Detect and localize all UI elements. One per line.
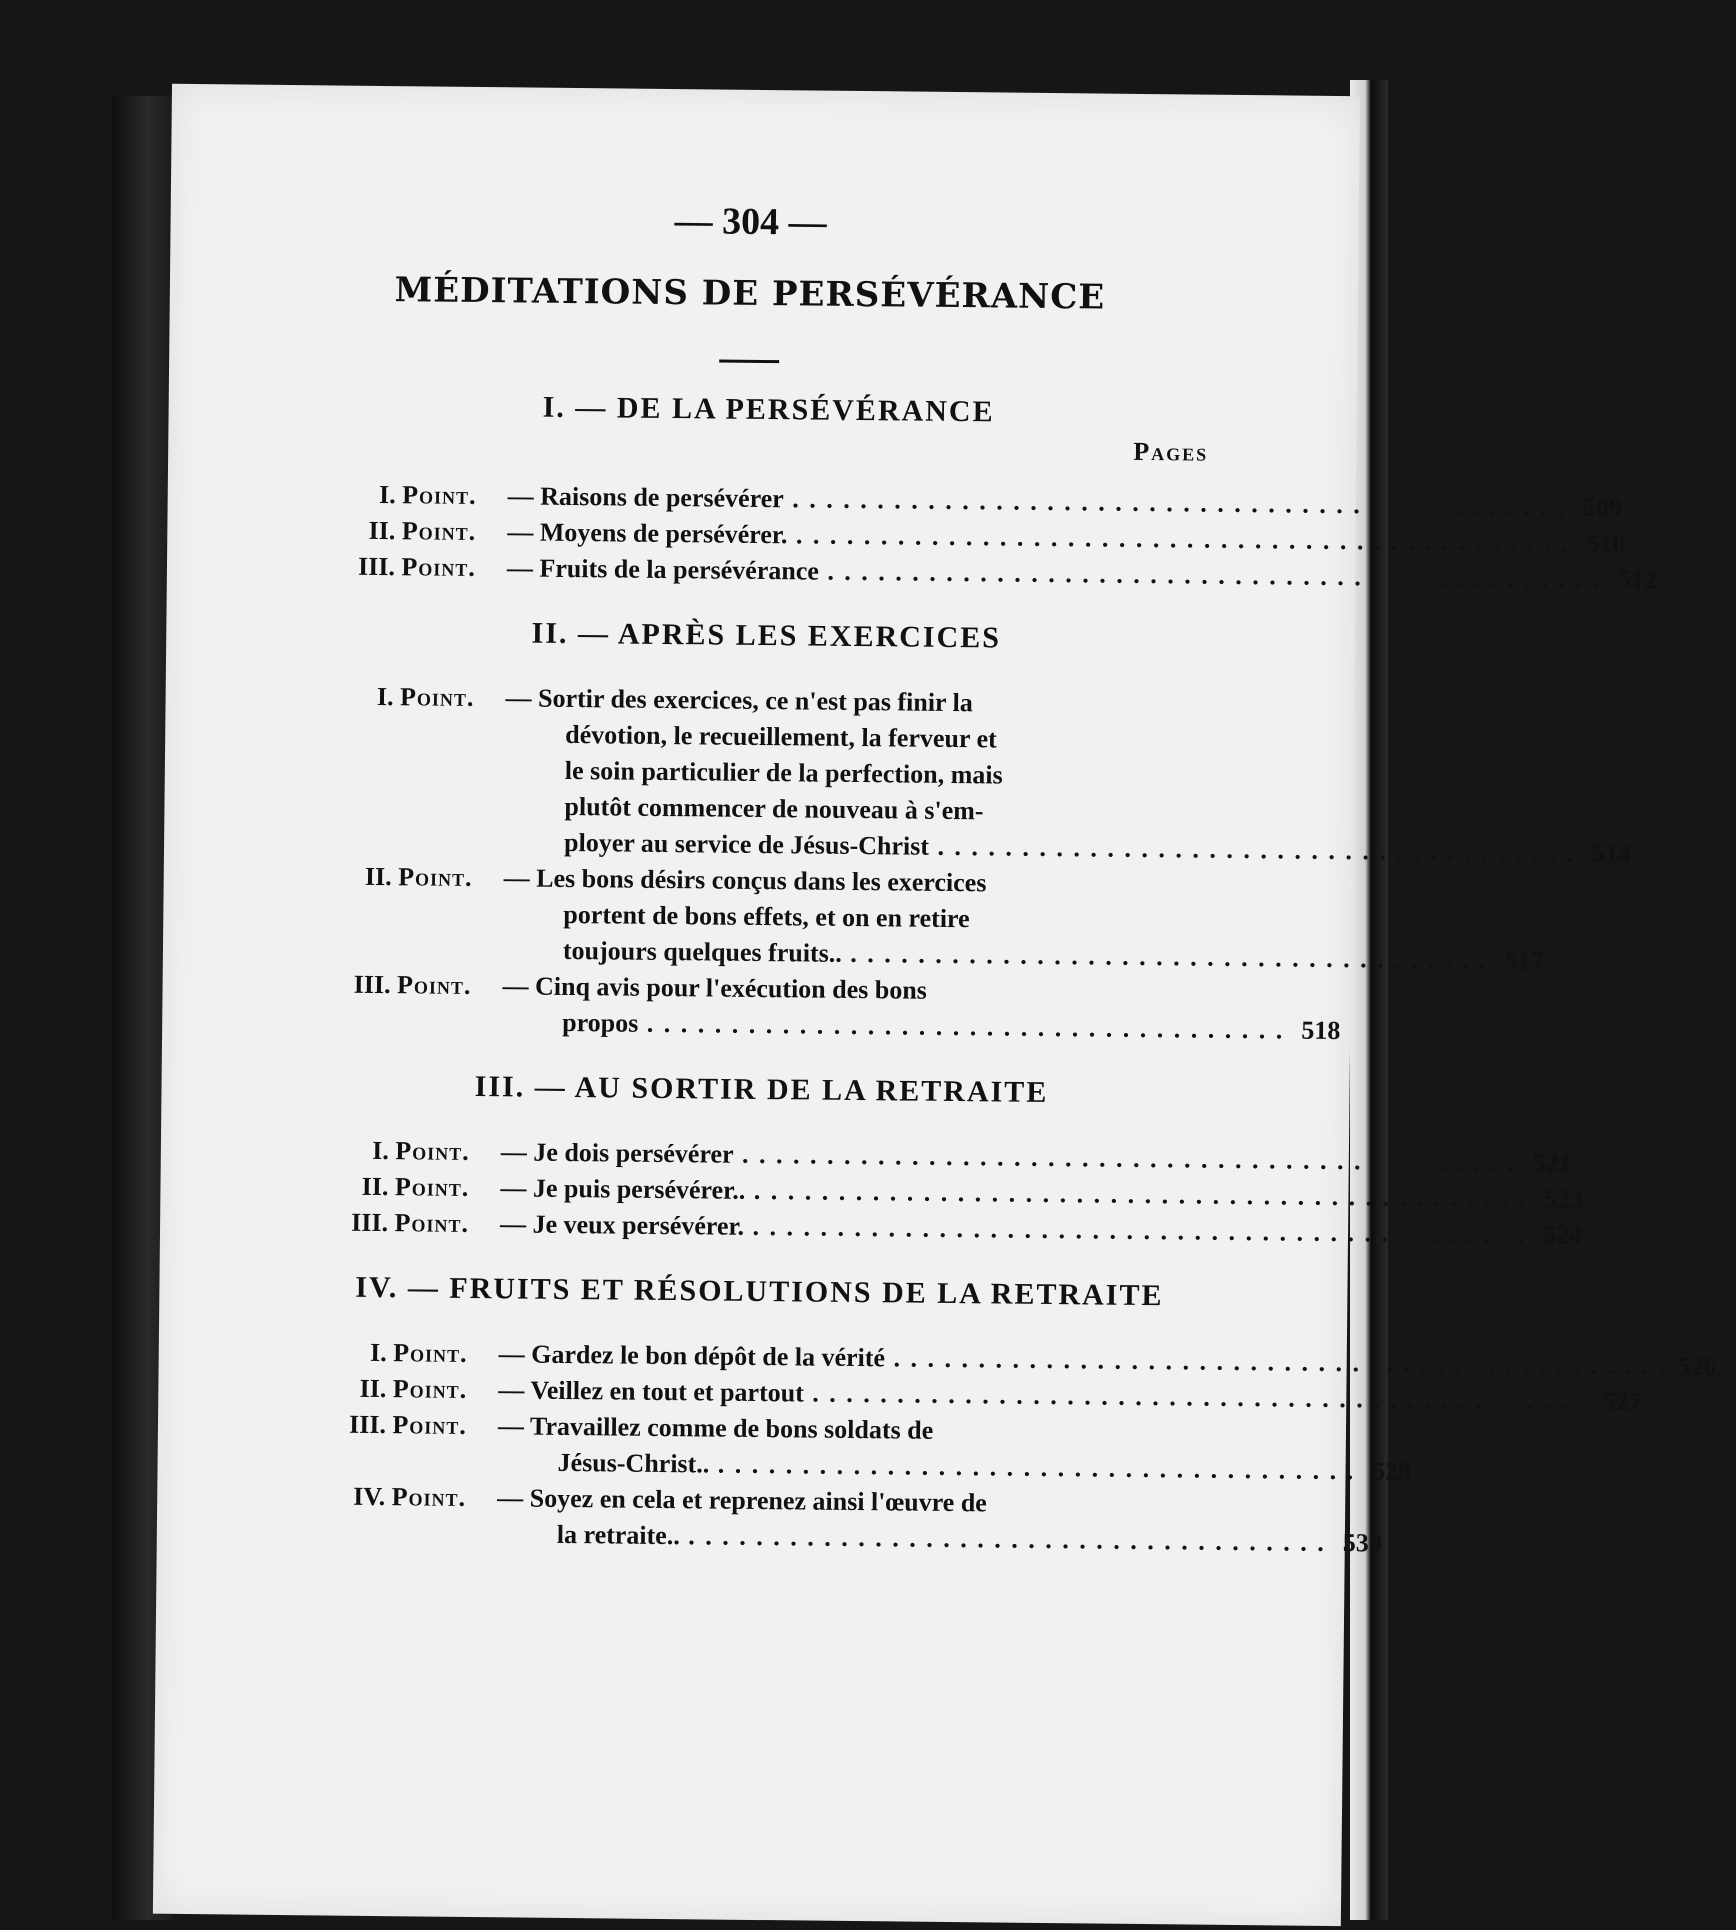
pages-column-label: Pages	[1133, 436, 1209, 467]
entry-line: Jésus-Christ.. . . .	[497, 1444, 1355, 1489]
entry-line: — Soyez en cela et reprenez ainsi l'œuvre de	[497, 1483, 987, 1518]
point-label	[338, 1371, 498, 1409]
point-word: Point.	[401, 516, 477, 546]
page-reference: 509	[1582, 492, 1622, 522]
page-reference: 528	[1372, 1456, 1412, 1486]
toc-section	[340, 1069, 1584, 1250]
point-numeral: II.	[364, 861, 392, 892]
entry-line: — Sortir des exercices, ce n'est pas finir la	[505, 683, 973, 718]
entry-title: — Je veux persévérer. . . .	[500, 1206, 1526, 1253]
entry-line: portent de bons effets, et on en retire	[563, 899, 970, 934]
point-numeral: II.	[359, 1373, 387, 1404]
point-label	[341, 1133, 501, 1171]
point-numeral: I.	[376, 681, 394, 712]
entry-line: la retraite.. . . .	[497, 1516, 1326, 1561]
point-numeral: III.	[357, 551, 396, 582]
toc-list	[337, 1335, 1724, 1560]
entry-title: — Moyens de persévérer. . . .	[507, 514, 1569, 561]
entry-line: dévotion, le recueillement, la ferveur et	[565, 719, 997, 754]
toc-list	[347, 477, 1658, 595]
page-reference: 512	[1617, 564, 1658, 595]
point-numeral: II.	[361, 1171, 389, 1202]
toc-list	[342, 679, 1632, 1048]
page-number: — 304 —	[674, 200, 827, 244]
point-numeral: III.	[353, 969, 391, 1000]
toc-entry	[343, 859, 1544, 976]
point-numeral: I.	[378, 479, 396, 510]
entry-title: — Raisons de persévérer . . .	[508, 478, 1566, 525]
point-word: Point.	[395, 1136, 470, 1166]
point-numeral: II.	[368, 515, 396, 546]
toc-entry	[337, 1407, 1412, 1488]
section-heading: IV. — FRUITS ET RÉSOLUTIONS DE LA RETRAITE	[355, 1270, 1164, 1313]
entry-line: plutôt commencer de nouveau à s'em-	[564, 791, 984, 826]
point-word: Point.	[399, 682, 475, 712]
entry-line: le soin particulier de la perfection, mais	[564, 755, 1003, 790]
entry-title	[497, 1480, 1327, 1561]
entry-title	[502, 968, 1285, 1048]
toc-entry	[337, 1479, 1382, 1560]
point-label	[340, 1169, 500, 1207]
page-reference: 521	[1532, 1148, 1572, 1178]
page-reference: 524	[1542, 1220, 1583, 1250]
entry-title: — Gardez le bon dépôt de la vérité . . .	[499, 1336, 1668, 1384]
toc-section	[347, 389, 1658, 595]
point-word: Point.	[401, 552, 477, 582]
toc-entry	[344, 679, 1632, 869]
point-word: Point.	[398, 862, 473, 892]
point-label	[344, 679, 506, 861]
entry-line: propos . . .	[502, 1004, 1284, 1048]
entry-title: — Veillez en tout et partout . . .	[498, 1372, 1586, 1419]
page-reference: 527	[1602, 1386, 1642, 1417]
entry-title	[504, 680, 1577, 871]
point-numeral: IV.	[353, 1481, 386, 1512]
point-word: Point.	[393, 1338, 468, 1368]
page-reference: 530	[1342, 1528, 1382, 1558]
point-label	[347, 549, 507, 587]
entry-title: — Fruits de la persévérance . . .	[507, 550, 1601, 597]
point-label	[343, 859, 504, 969]
entry-title: — Je puis persévérer.. . . .	[500, 1170, 1527, 1217]
page-reference: 526.	[1677, 1351, 1724, 1382]
toc-entry	[342, 967, 1341, 1048]
point-word: Point.	[402, 480, 477, 510]
toc-entry	[347, 549, 1658, 595]
section-heading: III. — AU SORTIR DE LA RETRAITE	[474, 1070, 1049, 1110]
point-word: Point.	[396, 970, 472, 1000]
toc-sections	[337, 389, 1724, 1560]
page-reference: 518	[1301, 1015, 1341, 1046]
point-numeral: III.	[351, 1207, 389, 1238]
page-reference: 517	[1504, 945, 1544, 976]
point-word: Point.	[392, 1374, 468, 1404]
entry-line: — Cinq avis pour l'exécution des bons	[502, 971, 928, 1005]
point-word: Point.	[394, 1208, 470, 1238]
entry-title: — Je dois persévérer . . .	[501, 1134, 1516, 1181]
point-label	[347, 513, 507, 551]
point-label	[342, 967, 503, 1041]
point-numeral: I.	[372, 1135, 390, 1166]
point-numeral: III.	[348, 1409, 387, 1440]
point-word: Point.	[394, 1172, 470, 1202]
point-numeral: I.	[369, 1337, 387, 1368]
section-heading: II. — APRÈS LES EXERCICES	[531, 616, 1002, 655]
entry-title	[497, 1408, 1355, 1489]
point-label	[348, 477, 508, 515]
book-page	[153, 84, 1724, 1926]
point-label	[340, 1205, 500, 1243]
point-label	[337, 1407, 498, 1481]
page-reference: 514	[1591, 838, 1632, 869]
toc-section	[337, 1270, 1724, 1560]
point-label	[337, 1479, 498, 1553]
toc-list	[340, 1133, 1584, 1250]
toc-section	[342, 615, 1632, 1048]
title-rule	[719, 360, 779, 364]
entry-line: — Les bons désirs conçus dans les exercices	[503, 863, 987, 898]
page-reference: 523	[1544, 1184, 1584, 1214]
toc-entry	[340, 1205, 1583, 1250]
page-reference: 510	[1586, 528, 1626, 559]
entry-title	[503, 860, 1489, 978]
entry-line: toujours quelques fruits.. . . .	[503, 932, 1488, 978]
point-word: Point.	[391, 1482, 467, 1512]
point-word: Point.	[392, 1410, 468, 1440]
point-label	[339, 1335, 499, 1373]
section-heading: I. — DE LA PERSÉVÉRANCE	[542, 390, 995, 429]
entry-line: ployer au service de Jésus-Christ . . .	[504, 824, 1575, 871]
table-of-contents	[336, 196, 1724, 1590]
entry-line: — Travaillez comme de bons soldats de	[497, 1411, 934, 1445]
page-title: MÉDITATIONS DE PERSÉVÉRANCE	[394, 270, 1106, 318]
